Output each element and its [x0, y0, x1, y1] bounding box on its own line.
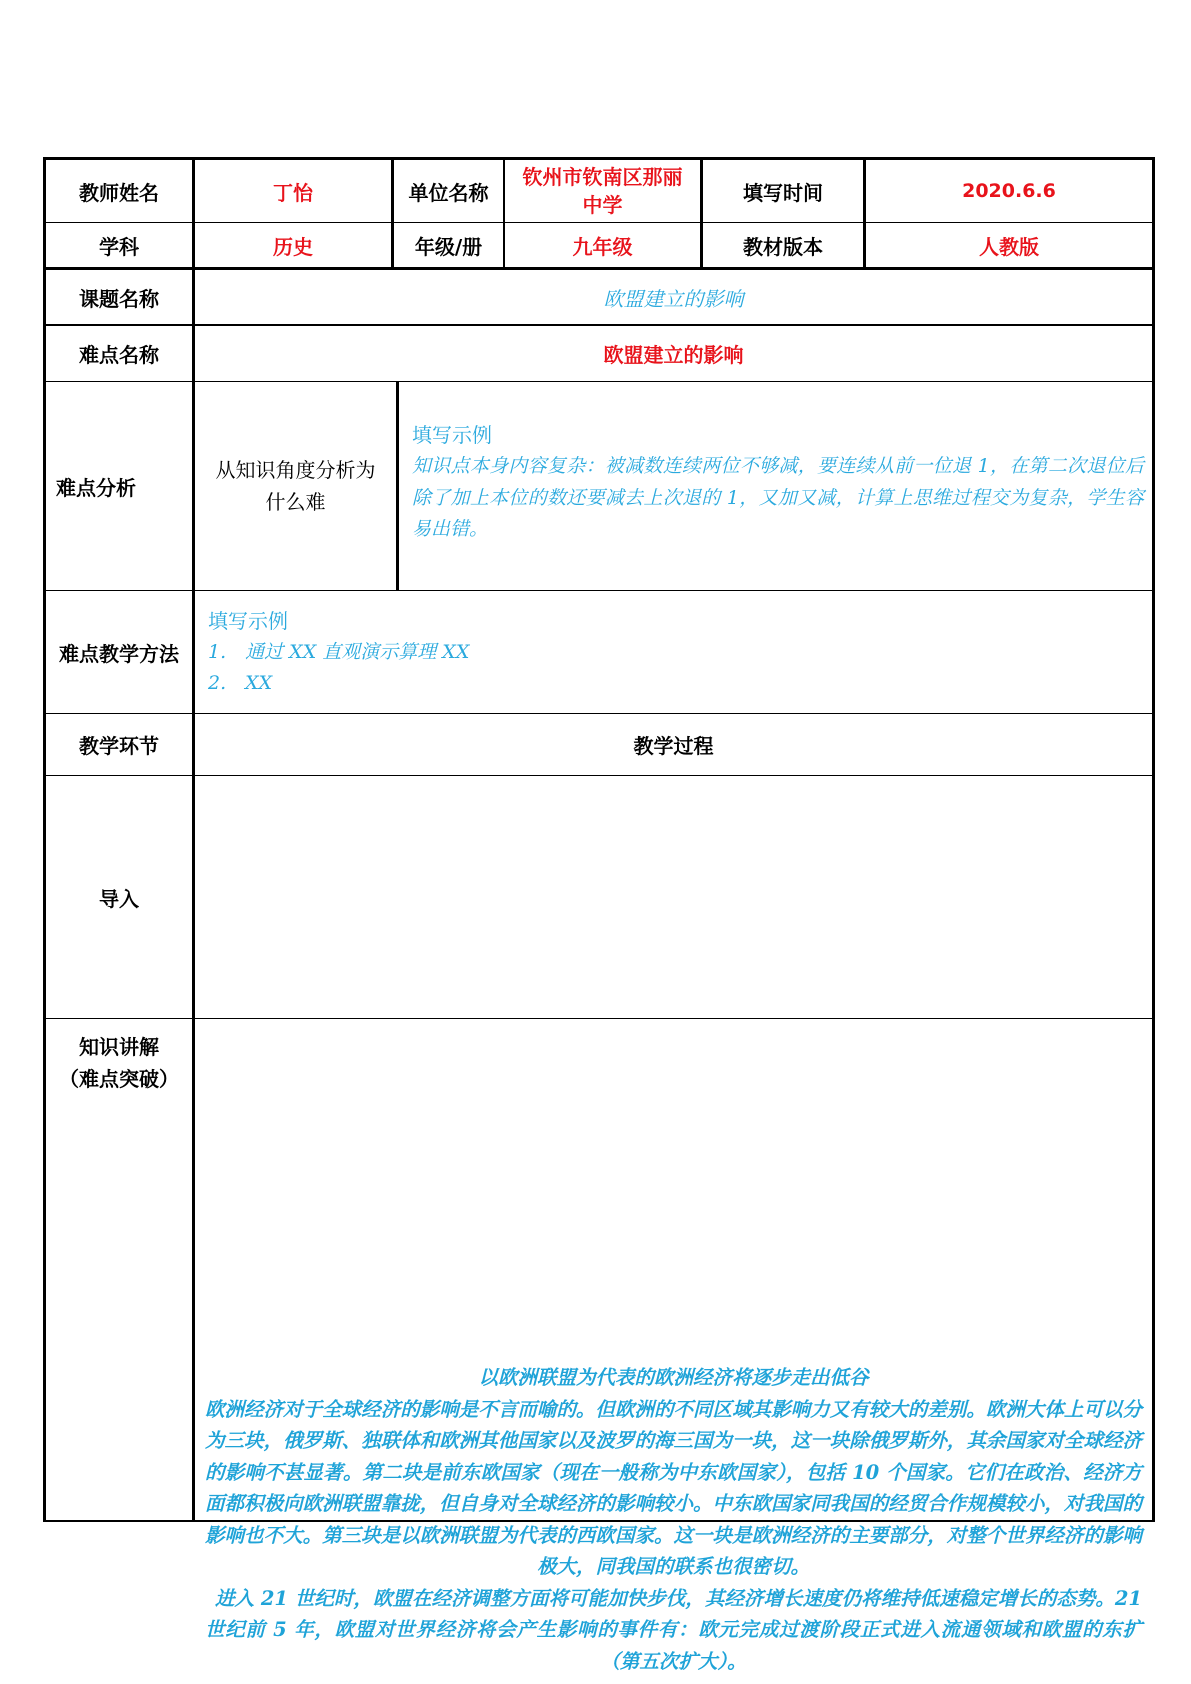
method-item: 2. XX — [208, 672, 273, 694]
teacher-name-value: 丁怡 — [273, 180, 313, 205]
analysis-label: 难点分析 — [56, 475, 136, 500]
method-example-title: 填写示例 — [208, 609, 288, 633]
teacher-name-label: 教师姓名 — [79, 180, 159, 205]
knowledge-label-line1: 知识讲解 — [79, 1035, 159, 1059]
grade-value: 九年级 — [572, 234, 633, 259]
analysis-sub-label: 从知识角度分析为什么难 — [215, 458, 376, 514]
topic-value: 欧盟建立的影响 — [603, 286, 744, 311]
analysis-example-text: 知识点本身内容复杂：被减数连续两位不够减，要连续从前一位退 1，在第二次退位后除了加上本位的数还要减去上次退的 1，又加又减，计算上思维过程交为复杂，学生容易出错。 — [412, 455, 1144, 540]
knowledge-label-line2: （难点突破） — [59, 1067, 179, 1091]
teaching-process-header: 教学过程 — [633, 734, 714, 758]
method-item: 1. 通过 XX 直观演示算理 XX — [208, 641, 470, 663]
method-label: 难点教学方法 — [59, 641, 179, 666]
fill-date-value: 2020.6.6 — [962, 180, 1056, 202]
edition-value: 人教版 — [979, 234, 1039, 259]
difficulty-label: 难点名称 — [79, 343, 159, 367]
difficulty-value: 欧盟建立的影响 — [603, 343, 744, 367]
grade-label: 年级/册 — [414, 234, 483, 259]
analysis-example-title: 填写示例 — [412, 423, 492, 447]
analysis-example — [399, 382, 1152, 590]
knowledge-paragraph: 欧洲经济对于全球经济的影响是不言而喻的。但欧洲的不同区域其影响力又有较大的差别。欧洲大体上可以分为三块，俄罗斯、独联体和欧洲其他国家以及波罗的海三国为一块，这一块除俄罗斯外，其余国家对全球经济的影响不甚显著。第二块是前东欧国家（现在一般称为中东欧国家），包括 10 个国家。它们在政治、经济方面都积极向欧洲联盟靠拢，但自身对全球经济的影响较小。中东欧国家同我国的经贸合作规模较小，对我国的影响也不大。第三块是以欧洲联盟为代表的西欧国家。这一块是欧洲经济的主要部分，对整个世界经济的影响极大，同我国的联系也很密切。 — [205, 1397, 1142, 1578]
fill-date-label: 填写时间 — [743, 180, 823, 205]
knowledge-paragraph: 进入 21 世纪时，欧盟在经济调整方面将可能加快步伐，其经济增长速度仍将维持低速稳定增长的态势。21 世纪前 5 年，欧盟对世界经济将会产生影响的事件有：欧元完成过渡阶段正式进入流通领域和欧盟的东扩（第五次扩大）。 — [205, 1586, 1142, 1673]
teaching-step-label: 教学环节 — [79, 734, 159, 758]
edition-label: 教材版本 — [743, 234, 823, 259]
unit-name-label: 单位名称 — [408, 180, 489, 205]
lesson-plan-table — [43, 157, 1155, 1673]
unit-name-value: 钦州市钦南区那丽中学 — [522, 165, 683, 217]
intro-label: 导入 — [99, 886, 139, 911]
subject-value: 历史 — [273, 234, 313, 259]
intro-content — [195, 776, 1152, 1018]
subject-label: 学科 — [99, 234, 139, 259]
knowledge-label — [46, 1019, 192, 1520]
knowledge-content — [195, 1019, 1152, 1673]
method-example — [195, 591, 1152, 713]
knowledge-title: 以欧洲联盟为代表的欧洲经济将逐步走出低谷 — [478, 1366, 869, 1389]
topic-label: 课题名称 — [79, 286, 159, 311]
table-border-right — [1152, 157, 1155, 1522]
